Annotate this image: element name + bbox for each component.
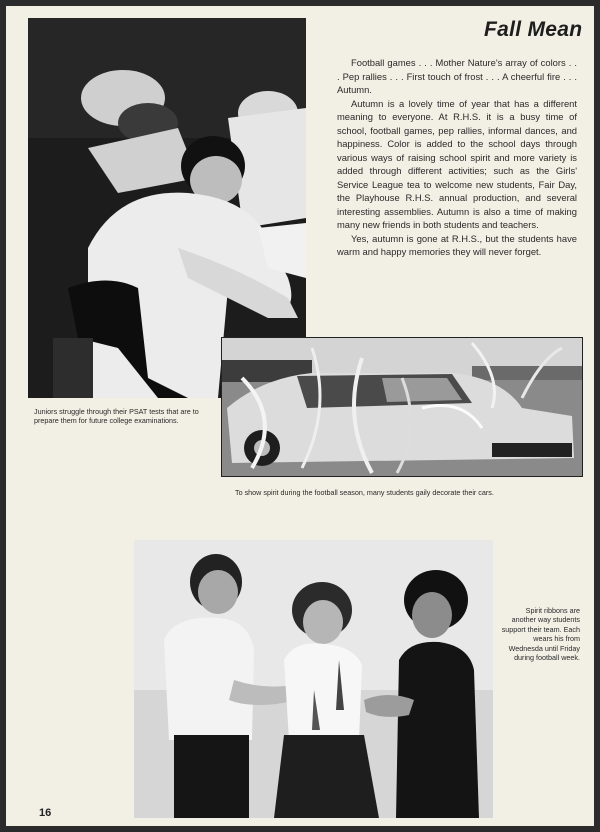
page-number: 16 bbox=[39, 807, 52, 819]
article-body bbox=[337, 56, 577, 259]
decorated-car-photo bbox=[221, 337, 583, 477]
yearbook-page bbox=[6, 6, 594, 826]
ribbons-caption: Spirit ribbons are another way students support their team. Each wears his from Wednesda until Friday during football week. bbox=[501, 606, 580, 663]
paragraph-1: Football games . . . Mother Nature's array of colors . . . Pep rallies . . . First touch of frost . . . A cheerful fire . . . Autumn. bbox=[337, 57, 577, 95]
paragraph-2: Autumn is a lovely time of year that has a different meaning to everyone. At R.H.S. it is a busy time of school, football games, pep rallies, informal dances, and happiness. Color is added to the school days through various ways of raising school spirit and more variety is added through different activities; such as the Girls' Service League tea to welcome new students, Fair Day, the Playhouse R.H.S. annual production, and several interesting assemblies. Autumn is also a time of making many new friends in both students and teachers. bbox=[337, 97, 577, 230]
car-caption: To show spirit during the football season, many students gaily decorate their cars. bbox=[235, 488, 494, 497]
spirit-ribbons-photo bbox=[134, 540, 493, 818]
paragraph-3: Yes, autumn is gone at R.H.S., but the students have warm and happy memories they will never forget. bbox=[337, 232, 577, 257]
page-title: Fall Mean bbox=[484, 18, 583, 41]
psat-caption: Juniors struggle through their PSAT tests that are to prepare them for future college examinations. bbox=[34, 407, 199, 426]
